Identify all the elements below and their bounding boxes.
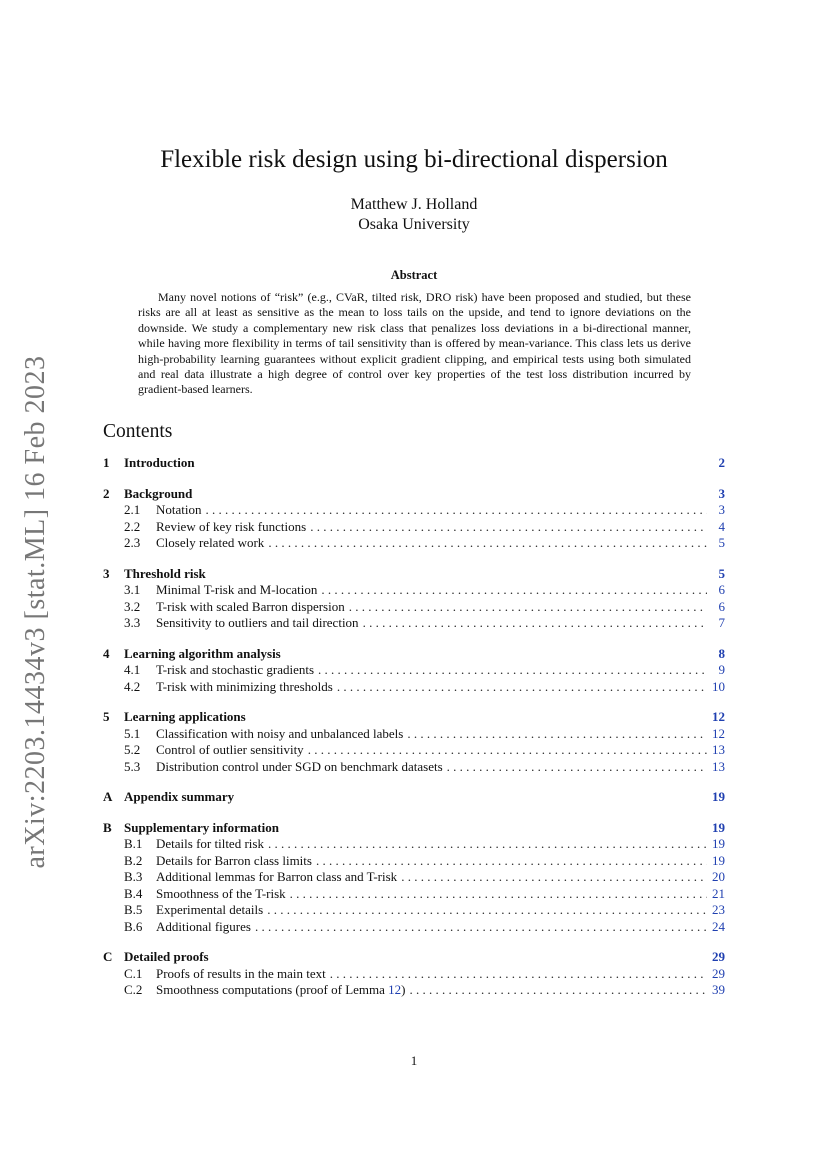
toc-dot-leader: [330, 966, 707, 983]
toc-page-link[interactable]: 13: [712, 742, 725, 757]
toc-dot-leader: [337, 679, 707, 696]
toc-entry-section[interactable]: [103, 820, 725, 837]
toc-entry-subsection[interactable]: [103, 919, 725, 936]
toc-dot-leader: [321, 582, 707, 599]
arxiv-sidebar: [14, 357, 58, 867]
toc-entry-subsection[interactable]: [103, 662, 725, 679]
toc-page-link[interactable]: 13: [712, 758, 725, 774]
toc-dot-leader: [447, 759, 707, 776]
toc-entry-subsection[interactable]: [103, 886, 725, 903]
toc-dot-leader: [290, 886, 707, 903]
toc-subsection-number: B.6: [124, 918, 143, 934]
toc-subsection-title: Details for Barron class limits: [156, 852, 312, 868]
toc-entry-subsection[interactable]: [103, 599, 725, 616]
toc-section: [103, 455, 725, 472]
toc-entry-subsection[interactable]: [103, 726, 725, 743]
toc-page-link[interactable]: 5: [718, 535, 725, 550]
toc-subsection-number: 3.2: [124, 598, 141, 614]
toc-entry-subsection[interactable]: [103, 982, 725, 999]
toc-entry-section[interactable]: [103, 949, 725, 966]
toc-dot-leader: [410, 982, 707, 999]
toc-page-link[interactable]: 9: [718, 662, 725, 677]
toc-entry-section[interactable]: [103, 709, 725, 726]
toc-page-link[interactable]: 6: [718, 598, 725, 614]
toc-subsection-number: C.2: [124, 982, 143, 997]
toc-dot-leader: [407, 726, 707, 743]
toc-subsection-title: T-risk with minimizing thresholds: [156, 678, 333, 694]
toc-subsection-number: B.5: [124, 902, 143, 917]
toc-subsection-title: Proofs of results in the main text: [156, 965, 326, 981]
toc-entry-section[interactable]: [103, 646, 725, 663]
toc-subsection-number: 5.2: [124, 742, 141, 757]
toc-section-title: Introduction: [124, 455, 195, 470]
toc-entry-subsection[interactable]: [103, 869, 725, 886]
toc-section-number: 5: [103, 709, 110, 724]
toc-dot-leader: [308, 742, 707, 759]
toc-subsection-title: Classification with noisy and unbalanced labels: [156, 725, 404, 741]
toc-section: [103, 949, 725, 999]
abstract-body: Many novel notions of “risk” (e.g., CVaR, tilted risk, DRO risk) have been proposed and studied, but these risks are all at least as sensitive as the mean to loss tails on the upside, and tend to ignore deviations on the downside. We study a complementary new risk class that penalizes loss deviations in a bi-directional manner, while having more flexibility in terms of tail sensitivity than is offered by mean-variance. This class lets us derive high-probability learning guarantees without explicit gradient clipping, and empirical tests using both simulated and real data illustrate a high degree of control over key properties of the test loss distribution incurred by gradient-based learners.: [138, 290, 691, 397]
toc-page-link[interactable]: 23: [712, 902, 725, 917]
toc-subsection-number: C.1: [124, 965, 143, 981]
toc-entry-subsection[interactable]: [103, 853, 725, 870]
toc-section-number: 2: [103, 485, 110, 501]
toc-entry-section[interactable]: [103, 455, 725, 472]
toc-section: [103, 486, 725, 552]
arxiv-identifier: arXiv:2203.14434v3 [stat.ML] 16 Feb 2023: [20, 355, 51, 869]
toc-subsection-number: 3.3: [124, 615, 141, 630]
toc-page-link[interactable]: 19: [712, 819, 725, 835]
toc-page-link[interactable]: 3: [718, 502, 725, 517]
toc-page-link[interactable]: 29: [712, 965, 725, 981]
toc-entry-subsection[interactable]: [103, 902, 725, 919]
toc-entry-subsection[interactable]: [103, 582, 725, 599]
toc-subsection-number: 2.3: [124, 535, 141, 550]
toc-subsection-title: Additional lemmas for Barron class and T-risk: [156, 869, 398, 884]
toc-section: [103, 646, 725, 696]
toc-section-title: Background: [124, 485, 193, 501]
toc-page-link[interactable]: 12: [712, 709, 725, 724]
toc-section: [103, 820, 725, 936]
toc-page-link[interactable]: 12: [712, 725, 725, 741]
toc-page-link[interactable]: 19: [712, 789, 725, 804]
toc-section: [103, 789, 725, 806]
toc-subsection-title: T-risk and stochastic gradients: [156, 662, 315, 677]
toc-entry-subsection[interactable]: [103, 502, 725, 519]
toc-dot-leader: [267, 902, 707, 919]
toc-entry-section[interactable]: [103, 789, 725, 806]
toc-page-link[interactable]: 6: [718, 582, 725, 597]
toc-page-link[interactable]: 8: [718, 645, 725, 661]
toc-entry-subsection[interactable]: [103, 679, 725, 696]
toc-section-number: 3: [103, 565, 110, 581]
toc-section-title: Learning applications: [124, 709, 246, 724]
toc-dot-leader: [206, 502, 708, 519]
toc-section-number: A: [103, 789, 113, 804]
toc-subsection-title: Additional figures: [156, 918, 251, 934]
toc-dot-leader: [268, 836, 707, 853]
toc-entry-subsection[interactable]: [103, 535, 725, 552]
abstract-heading: Abstract: [390, 268, 438, 282]
toc-page-link[interactable]: 10: [712, 678, 725, 694]
toc-entry-subsection[interactable]: [103, 836, 725, 853]
toc-section-title: Detailed proofs: [124, 949, 209, 964]
toc-dot-leader: [318, 662, 707, 679]
toc-section-number: B: [103, 819, 112, 835]
toc-subsection-title: Review of key risk functions: [156, 518, 307, 534]
toc-entry-subsection[interactable]: [103, 519, 725, 536]
toc-subsection-number: 4.2: [124, 678, 141, 694]
toc-subsection-number: 4.1: [124, 662, 141, 677]
toc-page-link[interactable]: 3: [718, 485, 725, 501]
toc-page-link[interactable]: 20: [712, 869, 725, 884]
toc-entry-section[interactable]: [103, 566, 725, 583]
toc-page-link[interactable]: 19: [712, 836, 725, 851]
toc-subsection-title: Smoothness computations (proof of Lemma 12): [156, 982, 406, 997]
toc-section: [103, 709, 725, 775]
toc-dot-leader: [316, 853, 707, 870]
toc-subsection-number: B.4: [124, 885, 143, 901]
toc-section-number: 1: [103, 455, 110, 470]
toc-subsection-number: 5.3: [124, 758, 141, 774]
toc-subsection-title: Experimental details: [156, 902, 264, 917]
toc-section-title: Appendix summary: [124, 789, 235, 804]
toc-entry-subsection[interactable]: [103, 742, 725, 759]
toc-subsection-title: Closely related work: [156, 535, 265, 550]
author-affiliation: Osaka University: [358, 216, 470, 233]
toc-page-link[interactable]: 24: [712, 918, 725, 934]
toc-subsection-title: Distribution control under SGD on benchmark datasets: [156, 758, 443, 774]
toc-subsection-number: 3.1: [124, 582, 141, 597]
toc-page-link[interactable]: 39: [712, 982, 725, 997]
toc-dot-leader: [401, 869, 707, 886]
toc-entry-subsection[interactable]: [103, 615, 725, 632]
toc-entry-subsection[interactable]: [103, 966, 725, 983]
paper-title: Flexible risk design using bi-directional dispersion: [160, 146, 668, 173]
toc-page-link[interactable]: 5: [718, 565, 725, 581]
toc-entry-section[interactable]: [103, 486, 725, 503]
toc-page-link[interactable]: 21: [712, 885, 725, 901]
toc-section-number: C: [103, 949, 113, 964]
toc-section: [103, 566, 725, 632]
toc-subsection-title: Details for tilted risk: [156, 836, 264, 851]
toc-section-title: Learning algorithm analysis: [124, 645, 281, 661]
toc-section-title: Supplementary information: [124, 819, 279, 835]
author-name: Matthew J. Holland: [350, 196, 478, 213]
toc-section-number: 4: [103, 645, 110, 661]
toc-dot-leader: [310, 519, 707, 536]
toc-section-title: Threshold risk: [124, 565, 206, 581]
toc-dot-leader: [255, 919, 707, 936]
toc-subsection-number: 5.1: [124, 725, 141, 741]
toc-subsection-number: B.1: [124, 836, 143, 851]
toc-page-link[interactable]: 29: [712, 949, 725, 964]
toc-dot-leader: [349, 599, 707, 616]
toc-subsection-title: Minimal T-risk and M-location: [156, 582, 318, 597]
contents-heading: Contents: [103, 421, 173, 442]
table-of-contents: [103, 455, 725, 1013]
toc-entry-subsection[interactable]: [103, 759, 725, 776]
toc-page-link[interactable]: 7: [718, 615, 725, 630]
toc-dot-leader: [363, 615, 707, 632]
toc-subsection-title: T-risk with scaled Barron dispersion: [156, 598, 345, 614]
toc-subsection-number: 2.2: [124, 518, 141, 534]
toc-subsection-title: Smoothness of the T-risk: [156, 885, 286, 901]
toc-page-link[interactable]: 2: [718, 455, 725, 470]
toc-subsection-number: B.3: [124, 869, 143, 884]
toc-page-link[interactable]: 19: [712, 852, 725, 868]
page-number: 1: [410, 1053, 418, 1068]
toc-subsection-number: 2.1: [124, 502, 141, 517]
toc-subsection-title: Sensitivity to outliers and tail direction: [156, 615, 359, 630]
lemma-reference-link[interactable]: 12: [388, 982, 402, 997]
toc-subsection-number: B.2: [124, 852, 143, 868]
toc-subsection-title: Notation: [156, 502, 202, 517]
toc-page-link[interactable]: 4: [718, 518, 725, 534]
toc-subsection-title: Control of outlier sensitivity: [156, 742, 304, 757]
toc-dot-leader: [268, 535, 707, 552]
